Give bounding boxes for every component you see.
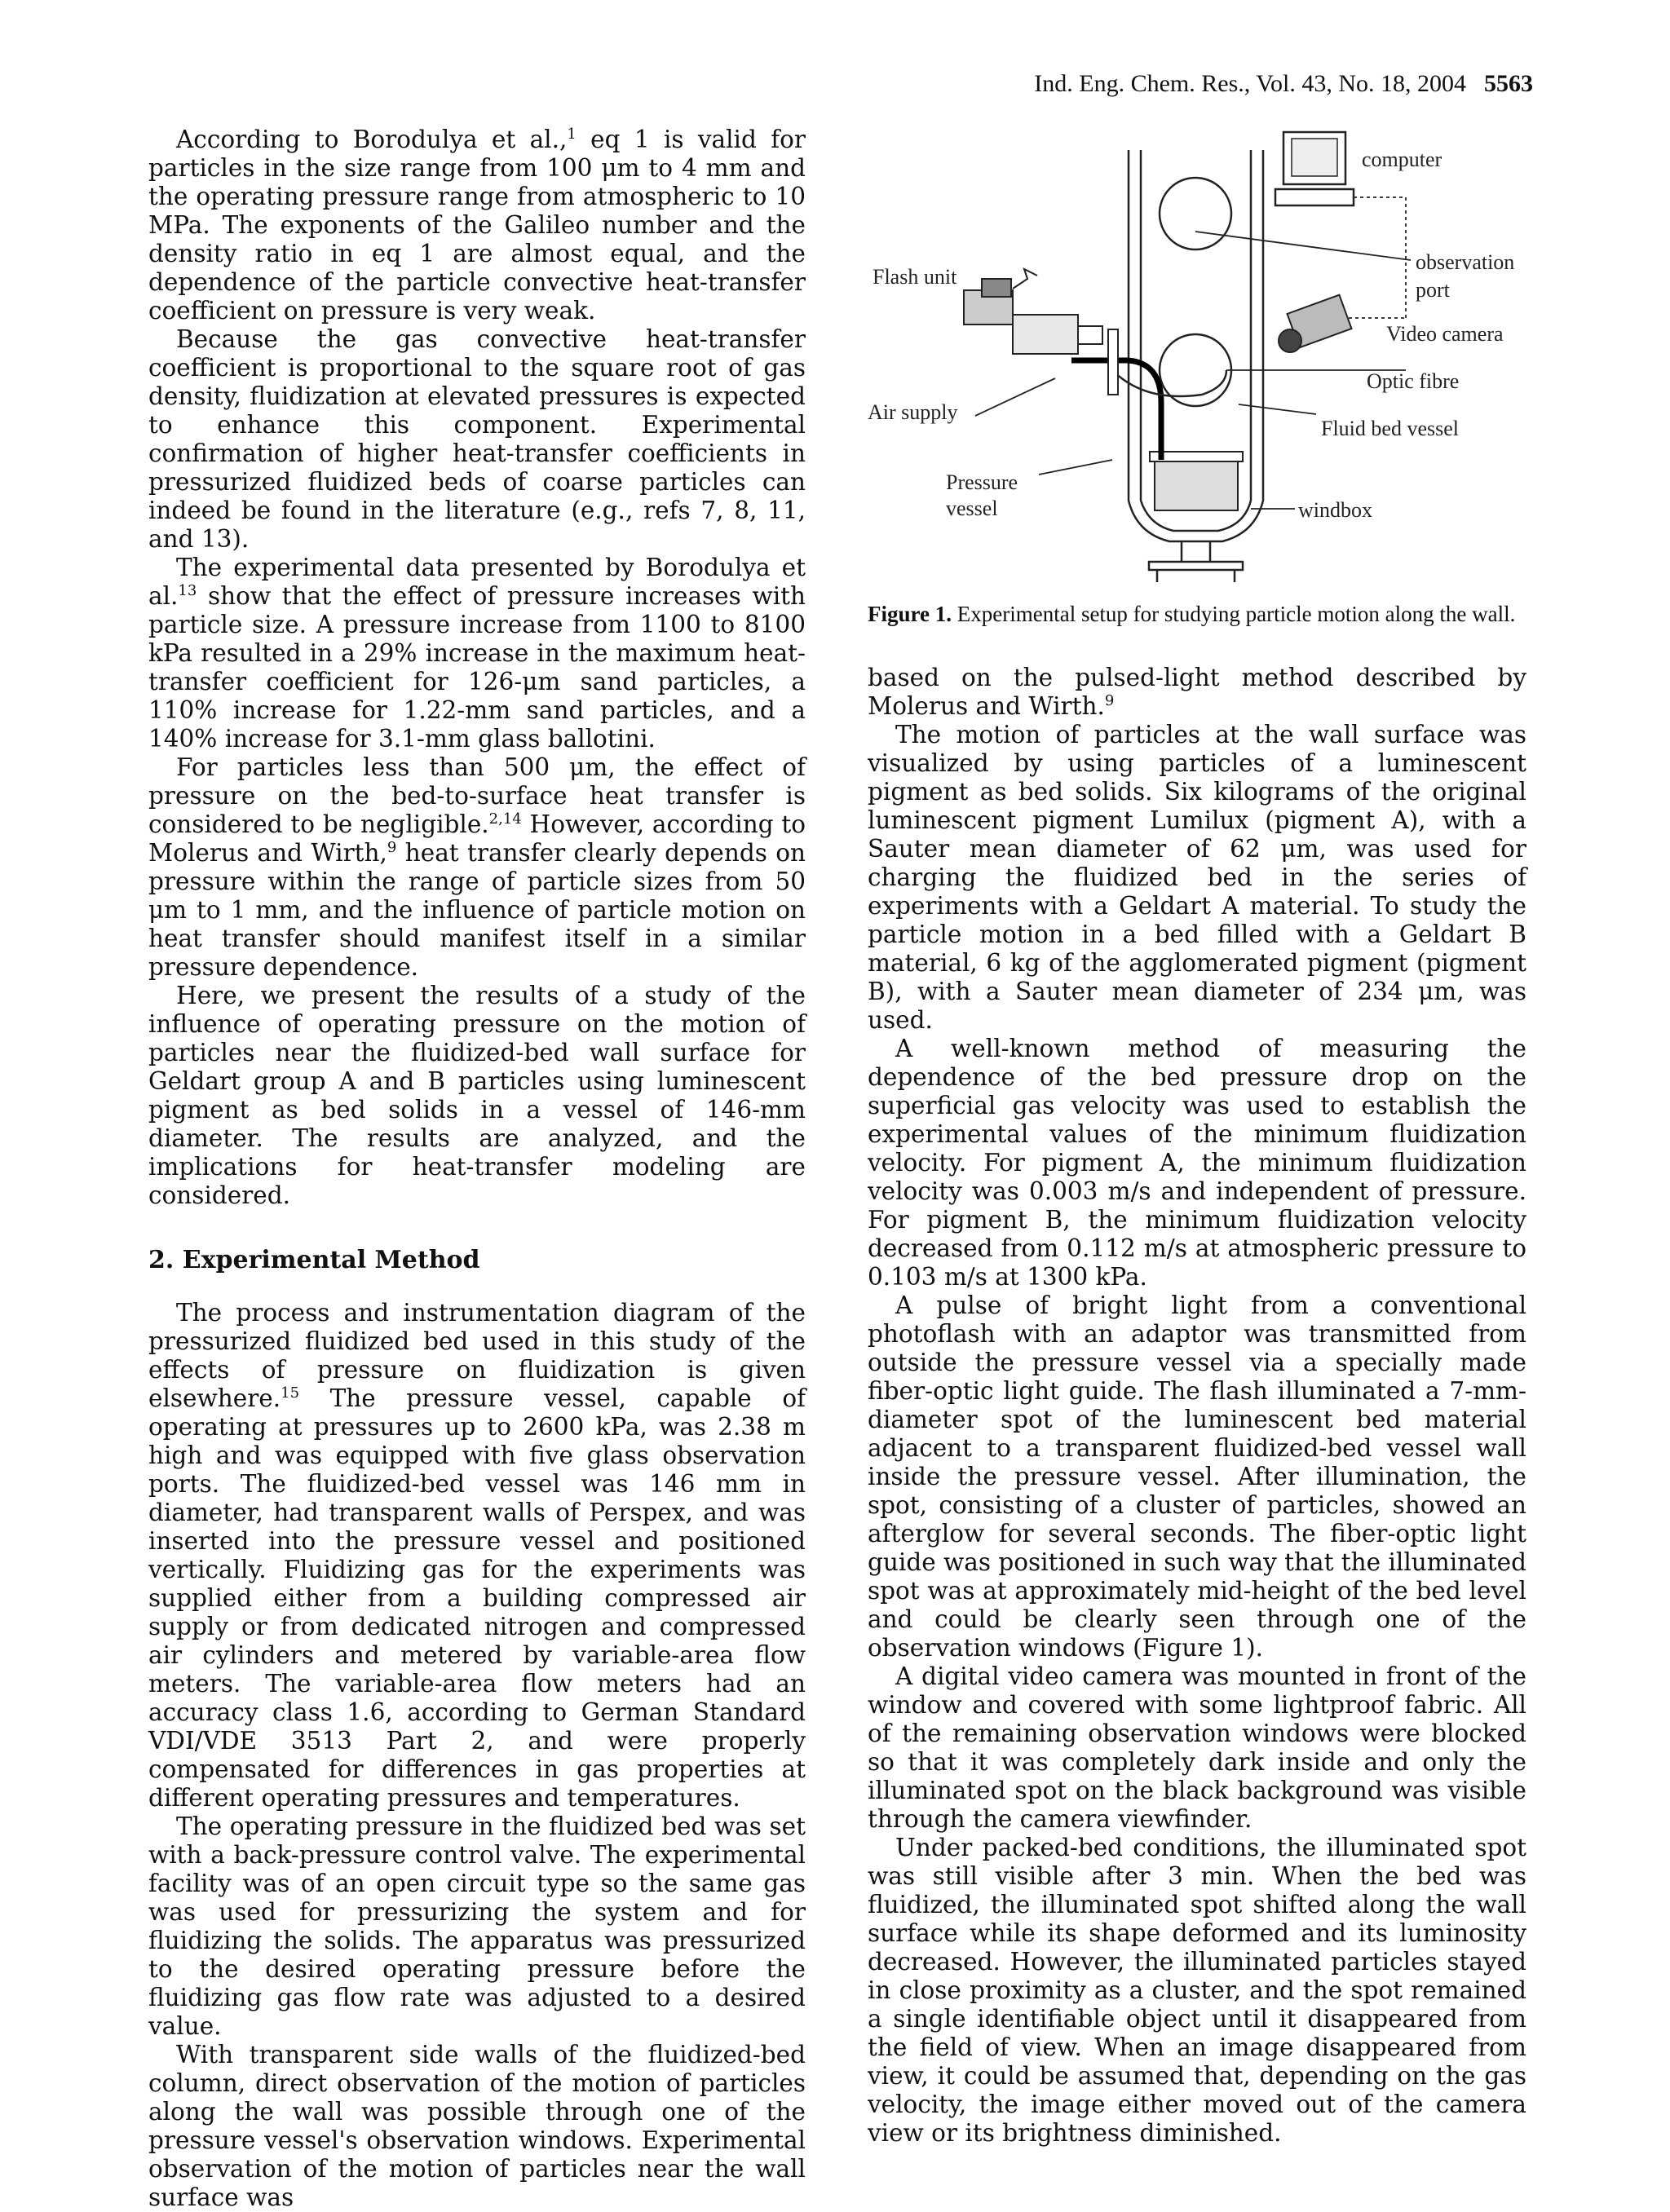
figure-caption <box>868 602 1526 626</box>
text-run: eq 1 is valid for particles in the size range from 100 μm to 4 mm and the operating pressure range from atmospheric to 10 MPa. The exponents of the Galileo number and the density ratio in eq 1 are almost equal, and the dependence of the particle convective heat-transfer coefficient on pressure is very weak. <box>148 126 806 325</box>
left-column <box>148 126 806 2212</box>
experimental-setup-diagram <box>868 126 1526 598</box>
label-fluid-bed-vessel: Fluid bed vessel <box>1321 417 1459 440</box>
page-number: 5563 <box>1484 70 1533 97</box>
reference-superscript: 2,14 <box>488 810 522 828</box>
reference-superscript: 15 <box>281 1384 300 1402</box>
label-windbox: windbox <box>1298 498 1372 522</box>
label-pressure-vessel-2: vessel <box>946 497 998 520</box>
caption-label: Figure 1. <box>868 602 952 626</box>
paragraph <box>148 554 806 753</box>
label-observation-port-2: port <box>1416 278 1450 302</box>
paragraph: Under packed-bed conditions, the illuminated spot was still visible after 3 min. When the bed was fluidized, the illuminated spot shifted along the wall surface while its shape deformed and its luminosity decreased. However, the illuminated particles stayed in close proximity as a cluster, and the spot remained a single identifiable object until it disappeared from the field of view. When an image disappeared from view, it could be assumed that, depending on the gas velocity, the image either moved out of the camera view or its brightness diminished. <box>868 1834 1526 2147</box>
computer-drawing <box>1275 132 1354 205</box>
text-run: The experimental data presented by Borodulya et al. <box>148 554 806 610</box>
text-run: For particles less than 500 μm, the effect of pressure on the bed-to-surface heat transfer is considered to be negligible. <box>148 753 806 838</box>
paragraph <box>148 126 806 325</box>
text-run: show that the effect of pressure increases with particle size. A pressure increase from 1100 to 8100 kPa resulted in a 29% increase in the maximum heat-transfer coefficient for 126-μm sand particles, a 110% increase for 1.22-mm sand particles, and a 140% increase for 3.1-mm glass ballotini. <box>148 582 806 753</box>
paragraph: The operating pressure in the fluidized bed was set with a back-pressure control valve. The experimental facility was of an open circuit type so the same gas was used for pressurizing the system and for fluidizing the solids. The apparatus was pressurized to the desired operating pressure before the fluidizing gas flow rate was adjusted to a desired value. <box>148 1812 806 2040</box>
label-air-supply: Air supply <box>868 400 958 424</box>
paragraph <box>868 664 1526 721</box>
windbox-drawing <box>1155 461 1238 510</box>
paragraph: A digital video camera was mounted in front of the window and covered with some lightproof fabric. All of the remaining observation windows were blocked so that it was completely dark inside and only the illuminated spot on the black background was visible through the camera viewfinder. <box>868 1662 1526 1833</box>
caption-text: Experimental setup for studying particle motion along the wall. <box>952 602 1516 626</box>
paragraph: A pulse of bright light from a conventional photoflash with an adaptor was transmitted from outside the pressure vessel via a specially made fiber-optic light guide. The flash illuminated a 7-mm-diameter spot of the luminescent bed material adjacent to a transparent fluidized-bed vessel wall inside the pressure vessel. After illumination, the spot, consisting of a cluster of particles, showed an afterglow for several seconds. The fiber-optic light guide was positioned in such way that the illuminated spot was at approximately mid-height of the bed level and could be clearly seen through one of the observation windows (Figure 1). <box>868 1291 1526 1662</box>
reference-superscript: 1 <box>567 126 577 143</box>
figure-1 <box>868 126 1526 626</box>
text-run: The pressure vessel, capable of operating at pressures up to 2600 kPa, was 2.38 m high and was equipped with five glass observation ports. The fluidized-bed vessel was 146 mm in diameter, had transparent walls of Perspex, and was inserted into the pressure vessel and positioned vertically. Fluidizing gas for the experiments was supplied either from a building compressed air supply or from dedicated nitrogen and compressed air cylinders and metered by variable-area flow meters. The variable-area flow meters had an accuracy class 1.6, according to German Standard VDI/VDE 3513 Part 2, and were properly compensated for differences in gas properties at different operating pressures and temperatures. <box>148 1384 806 1812</box>
text-run: However, according to Molerus and Wirth, <box>148 810 806 867</box>
video-camera-drawing <box>1279 295 1351 352</box>
label-flash-unit: Flash unit <box>873 265 957 289</box>
label-pressure-vessel: Pressure <box>946 470 1018 494</box>
label-video-camera: Video camera <box>1386 322 1504 346</box>
observation-port-upper <box>1160 178 1231 249</box>
reference-superscript: 13 <box>178 582 197 599</box>
flash-unit-drawing <box>964 269 1102 354</box>
text-run: based on the pulsed-light method described by Molerus and Wirth. <box>868 664 1526 720</box>
text-run: The process and instrumentation diagram of the pressurized fluidized bed used in this study of the effects of pressure on fluidization is given elsewhere. <box>148 1299 806 1412</box>
text-run: heat transfer clearly depends on pressure within the range of particle sizes from 50 μm to 1 mm, and the influence of particle motion on heat transfer should manifest itself in a similar pressure dependence. <box>148 839 806 981</box>
journal-citation: Ind. Eng. Chem. Res., Vol. 43, No. 18, 2004 <box>1034 70 1466 97</box>
reference-superscript: 9 <box>387 839 397 856</box>
label-computer: computer <box>1362 148 1442 171</box>
text-run: According to Borodulya et al., <box>176 126 568 153</box>
running-header <box>1034 70 1533 98</box>
paragraph: The motion of particles at the wall surface was visualized by using particles of a luminescent pigment as bed solids. Six kilograms of the original luminescent pigment Lumilux (pigment A), with a Sauter mean diameter of 62 μm, was used for charging the fluidized bed in the series of experiments with a Geldart A material. To study the particle motion in a bed filled with a Geldart B material, 6 kg of the agglomerated pigment (pigment B), with a Sauter mean diameter of 234 μm, was used. <box>868 721 1526 1034</box>
paragraph: Here, we present the results of a study of the influence of operating pressure on the motion of particles near the fluidized-bed wall surface for Geldart group A and B particles using luminescent pigment as bed solids in a vessel of 146-mm diameter. The results are analyzed, and the implications for heat-transfer modeling are considered. <box>148 982 806 1209</box>
section-heading: 2. Experimental Method <box>148 1246 480 1274</box>
label-optic-fibre: Optic fibre <box>1367 369 1460 393</box>
paragraph <box>148 753 806 982</box>
paragraph <box>148 1299 806 1812</box>
right-column-text <box>868 664 1526 2148</box>
paragraph: With transparent side walls of the fluidized-bed column, direct observation of the motion of particles along the wall was possible through one of the pressure vessel's observation windows. Experimental observation of the motion of particles near the wall surface was <box>148 2041 806 2211</box>
paragraph: A well-known method of measuring the dependence of the bed pressure drop on the superficial gas velocity was used to establish the experimental values of the minimum fluidization velocity. For pigment A, the minimum fluidization velocity was 0.003 m/s and independent of pressure. For pigment B, the minimum fluidization velocity decreased from 0.112 m/s at atmospheric pressure to 0.103 m/s at 1300 kPa. <box>868 1035 1526 1291</box>
paragraph: Because the gas convective heat-transfer coefficient is proportional to the square root of gas density, fluidization at elevated pressures is expected to enhance this component. Experimental confirmation of higher heat-transfer coefficients in pressurized fluidized beds of coarse particles can indeed be found in the literature (e.g., refs 7, 8, 11, and 13). <box>148 325 806 553</box>
label-observation-port: observation <box>1416 250 1515 274</box>
reference-superscript: 9 <box>1104 692 1115 709</box>
